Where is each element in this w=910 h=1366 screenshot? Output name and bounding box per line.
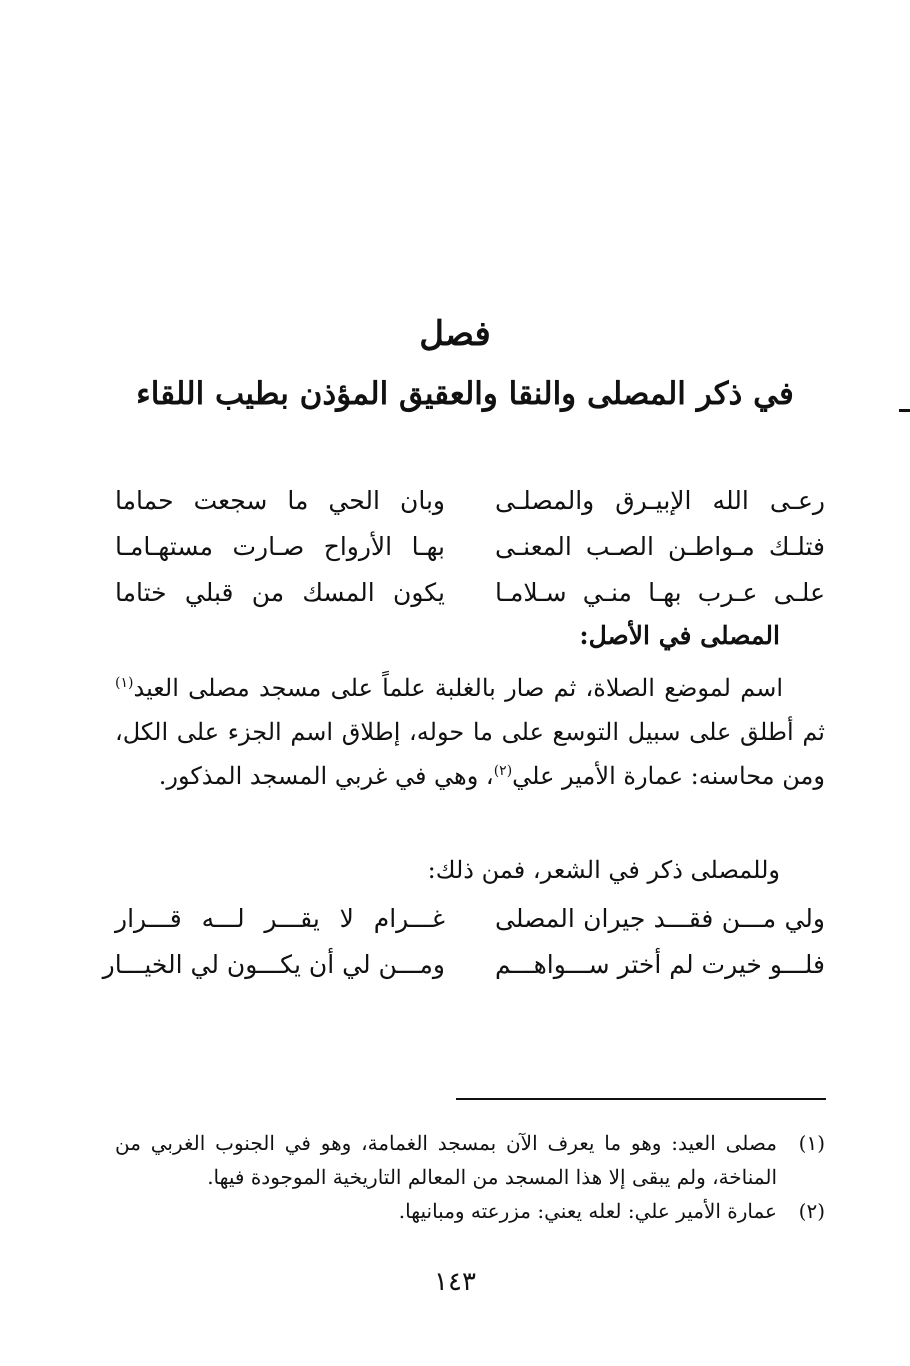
- verse-line: [115, 570, 825, 616]
- footnote-1: [115, 1126, 825, 1194]
- chapter-subtitle: في ذكر المصلى والنقا والعقيق المؤذن بطيب اللقاء: [136, 376, 794, 412]
- paragraph-text-3: ، وهي في غربي المسجد المذكور.: [158, 762, 494, 790]
- poetry-intro: وللمصلى ذكر في الشعر، فمن ذلك:: [427, 856, 780, 884]
- verse-line: [102, 942, 825, 988]
- footnote-number: (٢): [798, 1199, 825, 1223]
- footnote-2: [115, 1194, 825, 1228]
- verse-line: [115, 478, 825, 524]
- poem-first: [115, 478, 825, 616]
- footnote-text: مصلى العيد: وهو ما يعرف الآن بمسجد الغمامة، وهو في الجنوب الغربي من المناخة، ولم يبقى إلا هذا المسجد من المعالم التاريخية الموجودة فيها.: [115, 1131, 777, 1189]
- verse-second-hemistich: بهـا الأرواح صـارت مستهـامـا: [115, 532, 445, 561]
- paragraph-text-1: اسم لموضع الصلاة، ثم صار بالغلبة علماً على مسجد مصلى العيد: [133, 674, 783, 702]
- verse-first-hemistich: علـى عـرب بهـا منـي سـلامـا: [495, 578, 825, 607]
- footnote-text: عمارة الأمير علي: لعله يعني: مزرعته ومبانيها.: [398, 1199, 777, 1223]
- section-heading: المصلى في الأصل:: [579, 621, 780, 650]
- verse-second-hemistich: ومـــن لي أن يكـــون لي الخيـــار: [102, 950, 445, 979]
- verse-second-hemistich: يكون المسك من قبلي ختاما: [115, 578, 445, 607]
- footnotes: [115, 1126, 825, 1228]
- page-edge-mark: [899, 409, 910, 412]
- verse-second-hemistich: وبان الحي ما سجعت حماما: [115, 486, 445, 515]
- verse-line: [115, 524, 825, 570]
- verse-line: [115, 896, 825, 942]
- verse-first-hemistich: رعـى الله الإبيـرق والمصلـى: [495, 486, 825, 515]
- poem-second: [102, 896, 825, 988]
- verse-first-hemistich: فلـــو خيرت لم أختر ســـواهـــم: [495, 950, 825, 979]
- verse-first-hemistich: ولي مـــن فقـــد جيران المصلى: [495, 904, 825, 933]
- footnote-ref-1[interactable]: (١): [115, 675, 134, 691]
- footnote-number: (١): [798, 1131, 825, 1155]
- verse-first-hemistich: فتلـك مـواطـن الصـب المعنـى: [495, 532, 825, 561]
- page-number: ١٤٣: [434, 1267, 476, 1297]
- footnote-divider: [456, 1098, 826, 1100]
- body-paragraph: [115, 666, 825, 798]
- footnote-ref-2[interactable]: (٢): [493, 763, 513, 779]
- chapter-title: فصل: [419, 314, 491, 354]
- verse-second-hemistich: غـــرام لا يقـــر لـــه قـــرار: [115, 904, 445, 933]
- paragraph-text-2: ثم أطلق على سبيل التوسع على ما حوله، إطلاق اسم الجزء على الكل، ومن محاسنه: عمارة الأمير علي: [115, 718, 825, 790]
